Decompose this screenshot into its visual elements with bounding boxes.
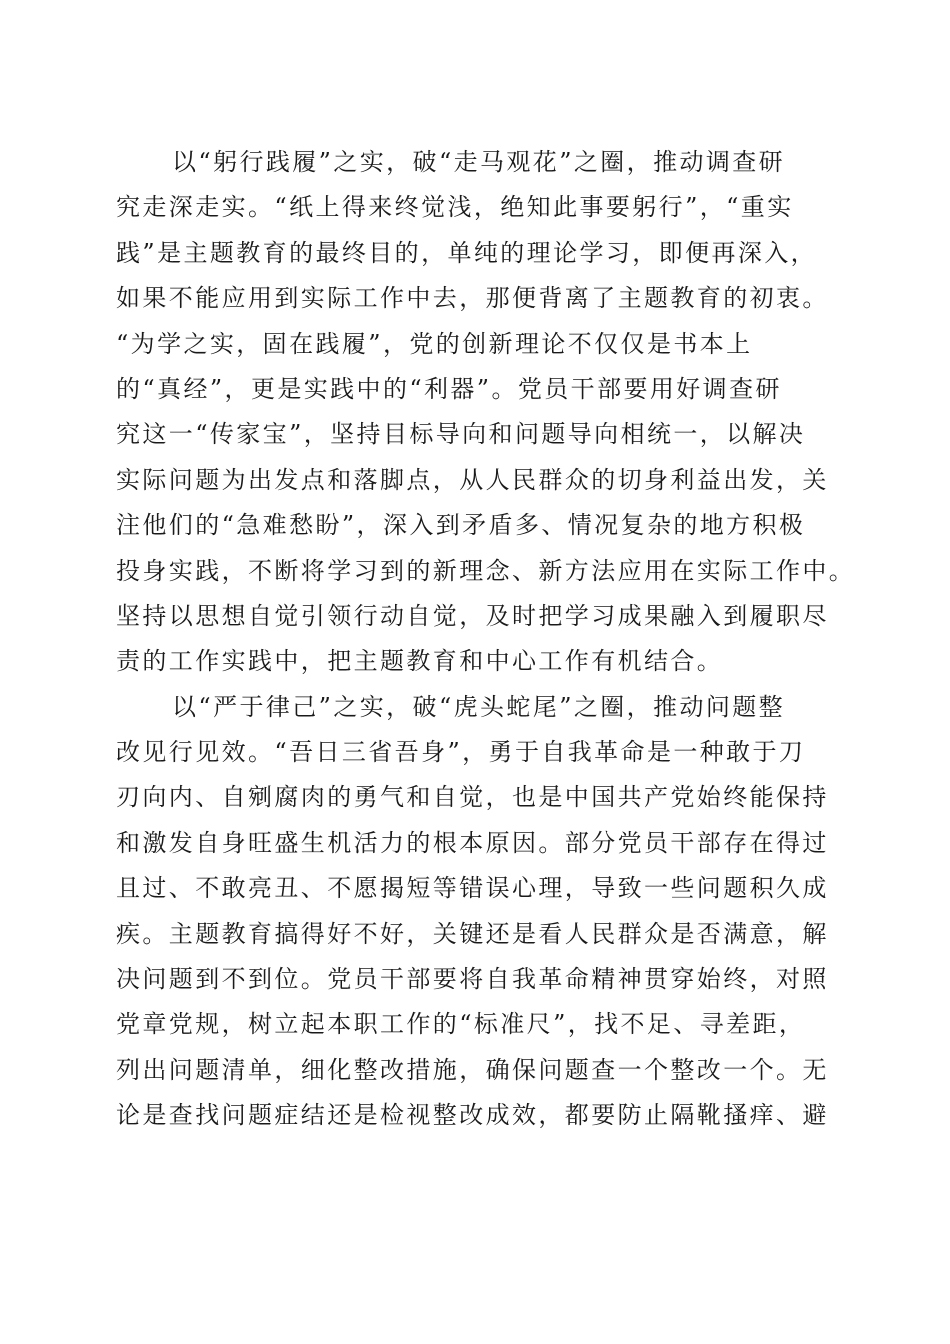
paragraph-line: “为学之实，固在践履”，党的创新理论不仅仅是书本上	[116, 329, 753, 358]
paragraph-line: 以“躬行践履”之实，破“走马观花”之圈，推动调查研	[172, 148, 786, 176]
paragraph-line: 列出问题清单，细化整改措施，确保问题查一个整改一个。无	[116, 1055, 829, 1084]
paragraph-line: 以“严于律己”之实，破“虎头蛇尾”之圈，推动问题整	[172, 692, 786, 721]
paragraph-line: 论是查找问题症结还是检视整改成效，都要防止隔靴搔痒、避	[116, 1101, 829, 1130]
paragraph-line: 责的工作实践中，把主题教育和中心工作有机结合。	[116, 647, 724, 676]
paragraph-line: 和激发自身旺盛生机活力的根本原因。部分党员干部存在得过	[116, 828, 829, 857]
paragraph-line: 注他们的“急难愁盼”，深入到矛盾多、情况复杂的地方积极	[116, 511, 806, 540]
paragraph-line: 党章党规，树立起本职工作的“标准尺”，找不足、寻差距，	[116, 1010, 806, 1039]
paragraph-line: 坚持以思想自觉引领行动自觉，及时把学习成果融入到履职尽	[116, 601, 829, 630]
paragraph-1	[116, 140, 856, 685]
paragraph-line: 改见行见效。“吾日三省吾身”，勇于自我革命是一种敢于刀	[116, 738, 806, 767]
paragraph-line: 且过、不敢亮丑、不愿揭短等错误心理，导致一些问题积久成	[116, 874, 829, 903]
paragraph-line: 投身实践，不断将学习到的新理念、新方法应用在实际工作中。	[116, 556, 856, 585]
paragraph-line: 刃向内、自剜腐肉的勇气和自觉，也是中国共产党始终能保持	[116, 783, 829, 812]
paragraph-line: 究这一“传家宝”，坚持目标导向和问题导向相统一，以解决	[116, 420, 806, 449]
document-body	[116, 140, 856, 1139]
paragraph-line: 疾。主题教育搞得好不好，关键还是看人民群众是否满意，解	[116, 919, 829, 948]
paragraph-line: 践”是主题教育的最终目的，单纯的理论学习，即便再深入，	[116, 238, 818, 267]
paragraph-line: 如果不能应用到实际工作中去，那便背离了主题教育的初衷。	[116, 284, 829, 313]
paragraph-2	[116, 685, 828, 1139]
paragraph-line: 的“真经”，更是实践中的“利器”。党员干部要用好调查研	[116, 374, 782, 403]
paragraph-line: 决问题到不到位。党员干部要将自我革命精神贯穿始终，对照	[116, 965, 829, 994]
paragraph-line: 实际问题为出发点和落脚点，从人民群众的切身利益出发，关	[116, 465, 829, 494]
paragraph-line: 究走深走实。“纸上得来终觉浅，绝知此事要躬行”，“重实	[116, 193, 794, 222]
